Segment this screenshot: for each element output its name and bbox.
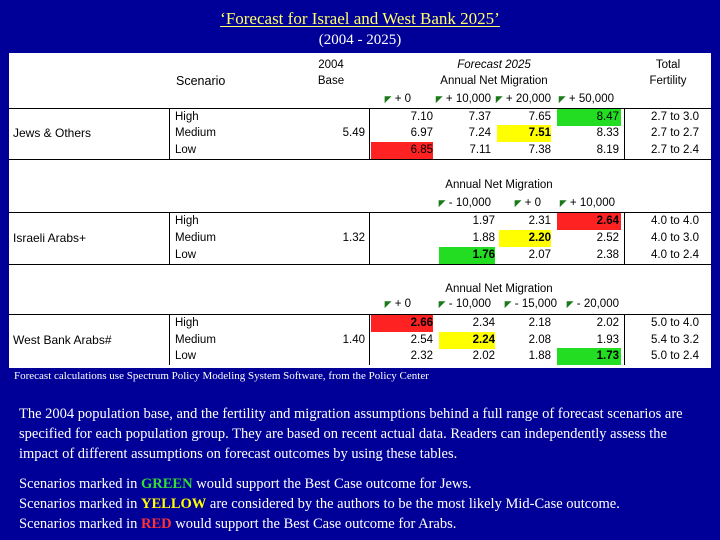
jews-base: 5.49 xyxy=(342,127,365,139)
arabs-col-2-label: + 10,000 xyxy=(569,197,615,209)
arabs-cell: 1.88 xyxy=(472,232,495,244)
arabs-col-1 xyxy=(495,195,541,212)
westbank-row-label: Low xyxy=(175,350,197,362)
divider xyxy=(624,108,625,159)
header-forecast: Forecast 2025 xyxy=(457,59,531,71)
arabs-cell: 1.97 xyxy=(472,215,495,227)
divider xyxy=(369,212,370,264)
jews-row-label: High xyxy=(175,111,199,123)
divider xyxy=(624,212,625,264)
flag-icon: ◤ xyxy=(504,299,512,309)
legend-prefix: Scenarios marked in xyxy=(19,476,142,492)
westbank-cell: 2.34 xyxy=(472,317,495,329)
flag-icon: ◤ xyxy=(384,299,392,309)
legend-yellow-text: are considered by the authors to be the most likely Mid-Case outcome. xyxy=(206,496,620,512)
jews-col-1 xyxy=(421,91,491,108)
jews-cell: 7.11 xyxy=(469,144,491,156)
legend-prefix: Scenarios marked in xyxy=(19,496,142,512)
jews-col-2-label: + 20,000 xyxy=(505,93,551,105)
westbank-col-3-label: - 20,000 xyxy=(576,298,619,310)
arabs-col-1-label: + 0 xyxy=(524,197,541,209)
jews-col-1-label: + 10,000 xyxy=(445,93,491,105)
westbank-base: 1.40 xyxy=(342,334,365,346)
legend-red xyxy=(19,514,709,534)
arabs-col-0 xyxy=(421,195,491,212)
jews-cell-green: 8.47 xyxy=(557,109,621,126)
westbank-cell: 1.88 xyxy=(528,350,551,362)
flag-icon: ◤ xyxy=(514,198,522,208)
jews-fertility: 2.7 to 2.7 xyxy=(651,127,699,139)
legend-yellow-word: YELLOW xyxy=(141,496,207,512)
group-israeli-arabs: Israeli Arabs+ xyxy=(13,231,87,245)
westbank-cell-red: 2.66 xyxy=(371,315,433,332)
flag-icon: ◤ xyxy=(438,299,446,309)
jews-fertility: 2.7 to 2.4 xyxy=(651,144,699,156)
page-title: ‘Forecast for Israel and West Bank 2025’ xyxy=(220,9,500,28)
arabs-cell-yellow: 2.20 xyxy=(499,230,551,247)
westbank-cell: 2.32 xyxy=(410,350,433,362)
legend-red-text: would support the Best Case outcome for Arabs. xyxy=(171,516,457,532)
description-paragraph: The 2004 population base, and the fertility and migration assumptions behind a full range of forecast scenarios are specified for each population group. They are based on recent actual data. Readers can independently assess the impact of different assumptions on forecast outcomes by using these tables. xyxy=(19,406,683,462)
legend-green-text: would support the Best Case outcome for Jews. xyxy=(192,476,472,492)
arabs-col-0-label: - 10,000 xyxy=(448,197,491,209)
westbank-row-label: High xyxy=(175,317,199,329)
westbank-cell: 1.93 xyxy=(596,334,619,346)
legend-prefix: Scenarios marked in xyxy=(19,516,142,532)
jews-row-label: Medium xyxy=(175,127,216,139)
arabs-cell-green: 1.76 xyxy=(439,247,495,264)
westbank-col-3 xyxy=(555,296,619,313)
forecast-table xyxy=(9,53,711,368)
westbank-cell: 2.08 xyxy=(528,334,551,346)
westbank-cell: 2.02 xyxy=(596,317,619,329)
arabs-base: 1.32 xyxy=(342,232,365,244)
group-west-bank-arabs: West Bank Arabs# xyxy=(13,333,112,347)
jews-cell: 6.97 xyxy=(410,127,433,139)
divider xyxy=(169,212,170,264)
jews-col-3-label: + 50,000 xyxy=(568,93,614,105)
westbank-fertility: 5.0 to 4.0 xyxy=(651,317,699,329)
westbank-col-0 xyxy=(363,296,411,313)
arabs-row-label: High xyxy=(175,215,199,227)
westbank-migration-header: Annual Net Migration xyxy=(445,283,553,295)
legend-green xyxy=(19,474,709,494)
arabs-migration-header: Annual Net Migration xyxy=(445,179,553,191)
header-migration: Annual Net Migration xyxy=(440,75,548,87)
arabs-fertility: 4.0 to 2.4 xyxy=(651,249,699,261)
westbank-col-1 xyxy=(421,296,491,313)
arabs-cell: 2.07 xyxy=(528,249,551,261)
arabs-fertility: 4.0 to 4.0 xyxy=(651,215,699,227)
legend-red-word: RED xyxy=(141,516,172,532)
arabs-cell: 2.52 xyxy=(596,232,619,244)
jews-col-0 xyxy=(363,91,411,108)
arabs-cell: 2.38 xyxy=(596,249,619,261)
arabs-row-label: Low xyxy=(175,249,197,261)
westbank-cell: 2.54 xyxy=(410,334,433,346)
jews-cell: 7.37 xyxy=(468,111,491,123)
flag-icon: ◤ xyxy=(559,198,567,208)
legend-yellow xyxy=(19,494,709,514)
arabs-cell-red: 2.64 xyxy=(557,213,621,230)
jews-cell: 7.38 xyxy=(528,144,551,156)
westbank-col-1-label: - 10,000 xyxy=(448,298,491,310)
flag-icon: ◤ xyxy=(566,299,574,309)
jews-fertility: 2.7 to 3.0 xyxy=(651,111,699,123)
jews-cell: 7.65 xyxy=(528,111,551,123)
header-base-label: Base xyxy=(317,75,345,87)
jews-cell: 7.10 xyxy=(410,111,433,123)
flag-icon: ◤ xyxy=(438,198,446,208)
jews-cell: 8.19 xyxy=(596,144,619,156)
group-jews: Jews & Others xyxy=(13,126,92,140)
flag-icon: ◤ xyxy=(435,94,443,104)
header-fertility-2: Fertility xyxy=(649,75,687,87)
arabs-cell: 2.31 xyxy=(528,215,551,227)
flag-icon: ◤ xyxy=(558,94,566,104)
jews-col-3 xyxy=(554,91,614,108)
header-base-year: 2004 xyxy=(318,59,344,71)
westbank-fertility: 5.4 to 3.2 xyxy=(651,334,699,346)
jews-cell: 8.33 xyxy=(596,127,619,139)
divider xyxy=(9,159,711,160)
flag-icon: ◤ xyxy=(384,94,392,104)
page-subtitle: (2004 - 2025) xyxy=(318,32,402,48)
westbank-cell-green: 1.73 xyxy=(557,348,621,365)
jews-cell-yellow: 7.51 xyxy=(497,125,551,142)
westbank-row-label: Medium xyxy=(175,334,216,346)
jews-cell-red: 6.85 xyxy=(371,142,433,159)
jews-row-label: Low xyxy=(175,144,197,156)
westbank-col-2-label: - 15,000 xyxy=(514,298,557,310)
jews-cell: 7.24 xyxy=(468,127,491,139)
header-fertility-1: Total xyxy=(655,59,681,71)
divider xyxy=(369,314,370,365)
westbank-cell: 2.02 xyxy=(472,350,495,362)
divider xyxy=(369,108,370,159)
westbank-col-0-label: + 0 xyxy=(394,298,411,310)
westbank-cell-yellow: 2.24 xyxy=(439,332,495,349)
arabs-col-2 xyxy=(549,195,615,212)
jews-col-0-label: + 0 xyxy=(394,93,411,105)
footnote: Forecast calculations use Spectrum Policy Modeling System Software, from the Policy Center xyxy=(14,370,429,382)
divider xyxy=(9,264,711,265)
arabs-fertility: 4.0 to 3.0 xyxy=(651,232,699,244)
westbank-fertility: 5.0 to 2.4 xyxy=(651,350,699,362)
legend-green-word: GREEN xyxy=(141,476,193,492)
header-scenario: Scenario xyxy=(176,74,226,88)
divider xyxy=(624,314,625,365)
divider xyxy=(169,314,170,365)
arabs-row-label: Medium xyxy=(175,232,216,244)
westbank-cell: 2.18 xyxy=(528,317,551,329)
flag-icon: ◤ xyxy=(495,94,503,104)
jews-col-2 xyxy=(489,91,551,108)
divider xyxy=(169,108,170,159)
westbank-col-2 xyxy=(491,296,557,313)
